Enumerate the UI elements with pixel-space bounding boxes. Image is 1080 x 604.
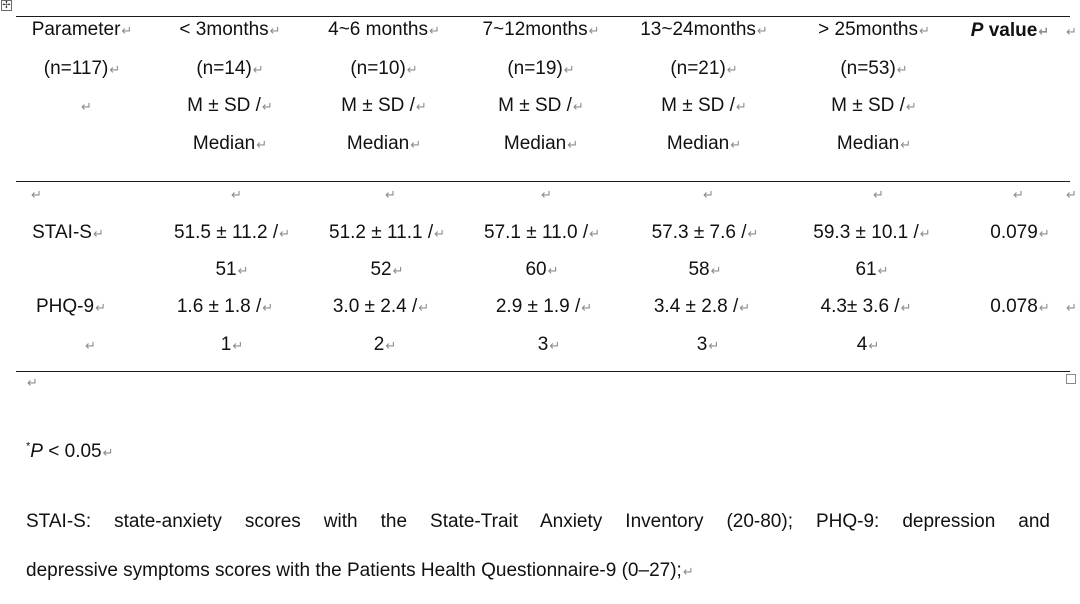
row-label-stai-s: STAI-S↵ bbox=[32, 222, 104, 243]
row-end-mark-icon: ↵ bbox=[1066, 188, 1077, 203]
cell-phq-9-7to12: 2.9 ± 1.9 /↵ bbox=[495, 296, 593, 317]
cell-phq-9-7to12-median: 3↵ bbox=[537, 334, 561, 355]
row-end-mark-icon: ↵ bbox=[1066, 25, 1077, 40]
header-4to6months-median: Median↵ bbox=[346, 133, 422, 154]
header-4to6months: 4~6 months↵ bbox=[328, 19, 440, 40]
paragraph-mark-icon: ↵ bbox=[231, 188, 242, 203]
cell-phq-9-13to24: 3.4 ± 2.8 /↵ bbox=[653, 296, 751, 317]
cell-phq-9-13to24-median: 3↵ bbox=[696, 334, 720, 355]
cell-stai-s-gt25-median: 61↵ bbox=[855, 259, 889, 280]
header-lt3months-median: Median↵ bbox=[192, 133, 268, 154]
cell-stai-s-7to12: 57.1 ± 11.0 /↵ bbox=[484, 222, 600, 243]
header-13to24months-median: Median↵ bbox=[666, 133, 742, 154]
cell-stai-s-gt25: 59.3 ± 10.1 /↵ bbox=[813, 222, 931, 243]
cell-phq-9-lt3-median: 1↵ bbox=[220, 334, 244, 355]
cell-stai-s-4to6: 51.2 ± 11.1 /↵ bbox=[329, 222, 445, 243]
paragraph-mark-icon: ↵ bbox=[27, 376, 38, 391]
cell-phq-9-gt25-median: 4↵ bbox=[856, 334, 880, 355]
header-parameter-n: (n=117)↵ bbox=[43, 58, 121, 79]
header-lt3months-n: (n=14)↵ bbox=[196, 58, 264, 79]
table-resize-handle[interactable] bbox=[1066, 374, 1076, 384]
footnote-significance: *P < 0.05↵ bbox=[26, 440, 114, 462]
header-4to6months-stat: M ± SD /↵ bbox=[341, 95, 427, 116]
table-bottom-border bbox=[16, 371, 1070, 372]
header-lt3months: < 3months↵ bbox=[179, 19, 281, 40]
cell-phq-9-p: 0.078↵ bbox=[990, 296, 1050, 317]
table-top-border bbox=[16, 16, 1070, 17]
row-end-mark-icon: ↵ bbox=[1066, 301, 1077, 316]
header-p-value: P value↵ bbox=[970, 20, 1050, 41]
header-7to12months-n: (n=19)↵ bbox=[507, 58, 575, 79]
header-4to6months-n: (n=10)↵ bbox=[350, 58, 418, 79]
cell-stai-s-7to12-median: 60↵ bbox=[525, 259, 559, 280]
cell-phq-9-4to6: 3.0 ± 2.4 /↵ bbox=[332, 296, 430, 317]
header-13to24months-n: (n=21)↵ bbox=[670, 58, 738, 79]
cell-phq-9-gt25: 4.3± 3.6 /↵ bbox=[820, 296, 912, 317]
cell-stai-s-p: 0.079↵ bbox=[990, 222, 1050, 243]
header-gt25months: > 25months↵ bbox=[818, 19, 930, 40]
header-gt25months-stat: M ± SD /↵ bbox=[831, 95, 917, 116]
cell-stai-s-13to24-median: 58↵ bbox=[688, 259, 722, 280]
table-move-handle-icon[interactable]: ✢ bbox=[2, 0, 11, 11]
row-label-phq-9: PHQ-9↵ bbox=[36, 296, 106, 317]
header-7to12months-median: Median↵ bbox=[503, 133, 579, 154]
cell-stai-s-lt3-median: 51↵ bbox=[215, 259, 249, 280]
cell-stai-s-lt3: 51.5 ± 11.2 /↵ bbox=[174, 222, 290, 243]
cell-phq-9-4to6-median: 2↵ bbox=[373, 334, 397, 355]
header-parameter: Parameter↵ bbox=[31, 19, 133, 40]
paragraph-mark-icon: ↵ bbox=[703, 188, 714, 203]
paragraph-mark-icon: ↵ bbox=[81, 100, 92, 115]
header-gt25months-n: (n=53)↵ bbox=[840, 58, 908, 79]
cell-stai-s-4to6-median: 52↵ bbox=[370, 259, 404, 280]
paragraph-mark-icon: ↵ bbox=[31, 188, 42, 203]
header-7to12months: 7~12months↵ bbox=[482, 19, 600, 40]
cell-stai-s-13to24: 57.3 ± 7.6 /↵ bbox=[651, 222, 759, 243]
header-13to24months-stat: M ± SD /↵ bbox=[661, 95, 747, 116]
abbreviation-line-1: STAI-S: state-anxiety scores with the State-Trait Anxiety Inventory (20-80); PHQ-9: depression and bbox=[26, 511, 1050, 532]
paragraph-mark-icon: ↵ bbox=[1013, 188, 1024, 203]
abbreviation-line-2: depressive symptoms scores with the Patients Health Questionnaire-9 (0–27);↵ bbox=[26, 560, 694, 581]
paragraph-mark-icon: ↵ bbox=[873, 188, 884, 203]
paragraph-mark-icon: ↵ bbox=[541, 188, 552, 203]
paragraph-mark-icon: ↵ bbox=[85, 339, 96, 354]
header-lt3months-stat: M ± SD /↵ bbox=[187, 95, 273, 116]
paragraph-mark-icon: ↵ bbox=[385, 188, 396, 203]
table-header-border bbox=[16, 181, 1070, 182]
header-13to24months: 13~24months↵ bbox=[640, 19, 768, 40]
header-7to12months-stat: M ± SD /↵ bbox=[498, 95, 584, 116]
cell-phq-9-lt3: 1.6 ± 1.8 /↵ bbox=[176, 296, 274, 317]
header-gt25months-median: Median↵ bbox=[836, 133, 912, 154]
